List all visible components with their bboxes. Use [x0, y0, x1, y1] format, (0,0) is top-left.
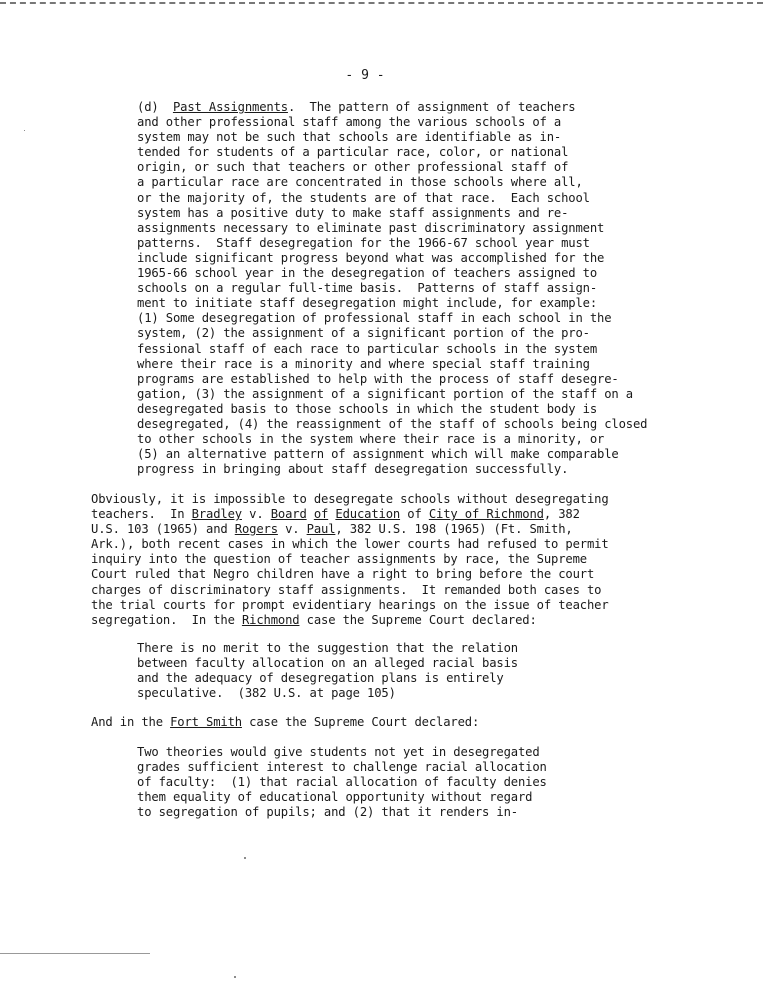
- text-line: Court ruled that Negro children have a right to bring before the court: [91, 567, 595, 582]
- section-d-heading-after: . The pattern of assignment of teachers: [287, 100, 576, 114]
- text-line: and other professional staff among the various schools of a: [137, 115, 562, 130]
- section-d-heading-line: [137, 100, 647, 115]
- case-name-fort-smith: Fort Smith: [170, 715, 242, 729]
- text-run: teachers. In: [91, 507, 192, 522]
- text-line: 1965-66 school year in the desegregation of teachers assigned to: [137, 266, 597, 281]
- text-line: origin, or such that teachers or other professional staff of: [137, 160, 569, 175]
- text-run: And in the: [91, 715, 171, 729]
- case-name-board: Board: [270, 507, 307, 522]
- text-run: [307, 507, 314, 521]
- page-number: - 9 -: [345, 68, 385, 83]
- quote-line: of faculty: (1) that racial allocation of faculty denies: [137, 775, 547, 790]
- text-line: assignments necessary to eliminate past discriminatory assignment: [137, 220, 605, 235]
- text-run: case the Supreme Court declared:: [241, 715, 480, 729]
- block-quote-richmond: [137, 641, 518, 701]
- text-line: system may not be such that schools are identifiable as in-: [137, 130, 562, 145]
- text-line: gation, (3) the assignment of a significant portion of the staff on a: [137, 386, 633, 401]
- section-d-label: (d): [137, 100, 159, 114]
- scan-speck: [244, 857, 246, 859]
- case-name-bradley: Bradley: [191, 507, 242, 522]
- case-name-of: of: [313, 507, 329, 522]
- block-quote-fort-smith: [137, 745, 547, 820]
- text-line: programs are established to help with the process of staff desegre-: [137, 371, 619, 386]
- text-line: fessional staff of each race to particular schools in the system: [137, 341, 597, 356]
- text-line: (1) Some desegregation of professional staff in each school in the: [137, 311, 612, 326]
- text-line: inquiry into the question of teacher assignments by race, the Supreme: [91, 552, 587, 567]
- text-run: of: [400, 507, 429, 522]
- case-name-rogers: Rogers: [234, 522, 278, 537]
- text-line: to other schools in the system where their race is a minority, or: [137, 432, 605, 447]
- text-line: Obviously, it is impossible to desegregate schools without desegregating: [91, 492, 609, 506]
- page-top-edge: [0, 2, 763, 4]
- fort-smith-intro-line: [91, 715, 479, 730]
- text-line: where their race is a minority and where special staff training: [137, 356, 590, 371]
- text-run: v.: [277, 522, 307, 537]
- text-run: v.: [241, 507, 271, 522]
- quote-line: them equality of educational opportunity without regard: [137, 790, 533, 805]
- quote-line: There is no merit to the suggestion that the relation: [137, 641, 518, 655]
- text-line: desegregated basis to those schools in which the student body is: [137, 401, 597, 416]
- text-line: include significant progress beyond what was accomplished for the: [137, 250, 605, 265]
- quote-line: speculative. (382 U.S. at page 105): [137, 686, 396, 701]
- case-name-paul: Paul: [306, 522, 336, 537]
- text-line: system, (2) the assignment of a significant portion of the pro-: [137, 326, 590, 341]
- richmond-declared-line: [91, 613, 609, 628]
- text-line: system has a positive duty to make staff assignments and re-: [137, 205, 569, 220]
- text-line: Ark.), both recent cases in which the lower courts had refused to permit: [91, 537, 609, 552]
- text-line: (5) an alternative pattern of assignment which will make comparable: [137, 447, 619, 462]
- paragraph-obviously: [91, 492, 609, 628]
- case-name-education: Education: [335, 507, 401, 522]
- text-run: segregation. In the: [91, 612, 242, 627]
- scan-speck: [234, 976, 236, 978]
- text-run: , 382 U.S. 198 (1965) (Ft. Smith,: [335, 522, 573, 537]
- quote-line: and the adequacy of desegregation plans is entirely: [137, 671, 504, 686]
- text-line: the trial courts for prompt evidentiary hearings on the issue of teacher: [91, 597, 609, 612]
- citation-line-rogers: [91, 522, 609, 537]
- text-line: ment to initiate staff desegregation might include, for example:: [137, 296, 597, 311]
- quote-line: to segregation of pupils; and (2) that it renders in-: [137, 805, 518, 820]
- text-line: progress in bringing about staff desegregation successfully.: [137, 462, 569, 477]
- quote-line: between faculty allocation on an alleged racial basis: [137, 656, 518, 671]
- text-line: charges of discriminatory staff assignments. It remanded both cases to: [91, 582, 602, 597]
- case-name-city-of-richmond: City of Richmond: [428, 507, 544, 522]
- text-line: patterns. Staff desegregation for the 1966-67 school year must: [137, 235, 590, 250]
- citation-line-bradley: [91, 507, 609, 522]
- page-bottom-edge: [0, 953, 150, 954]
- text-line: tended for students of a particular race, color, or national: [137, 145, 569, 160]
- case-name-richmond: Richmond: [241, 612, 300, 627]
- section-d-heading: Past Assignments: [172, 100, 288, 114]
- text-run: , 382: [543, 507, 580, 522]
- scan-speck: [24, 130, 25, 131]
- text-line: schools on a regular full-time basis. Patterns of staff assign-: [137, 281, 597, 296]
- quote-line: Two theories would give students not yet in desegregated: [137, 745, 540, 759]
- text-run: U.S. 103 (1965) and: [91, 522, 235, 537]
- text-run: case the Supreme Court declared:: [299, 612, 537, 627]
- section-d-paragraph: [137, 100, 647, 477]
- fort-smith-intro: [91, 715, 479, 730]
- text-line: or the majority of, the students are of that race. Each school: [137, 190, 590, 205]
- text-line: desegregated, (4) the reassignment of the staff of schools being closed: [137, 416, 648, 431]
- text-line: a particular race are concentrated in those schools where all,: [137, 175, 583, 190]
- quote-line: grades sufficient interest to challenge racial allocation: [137, 760, 547, 775]
